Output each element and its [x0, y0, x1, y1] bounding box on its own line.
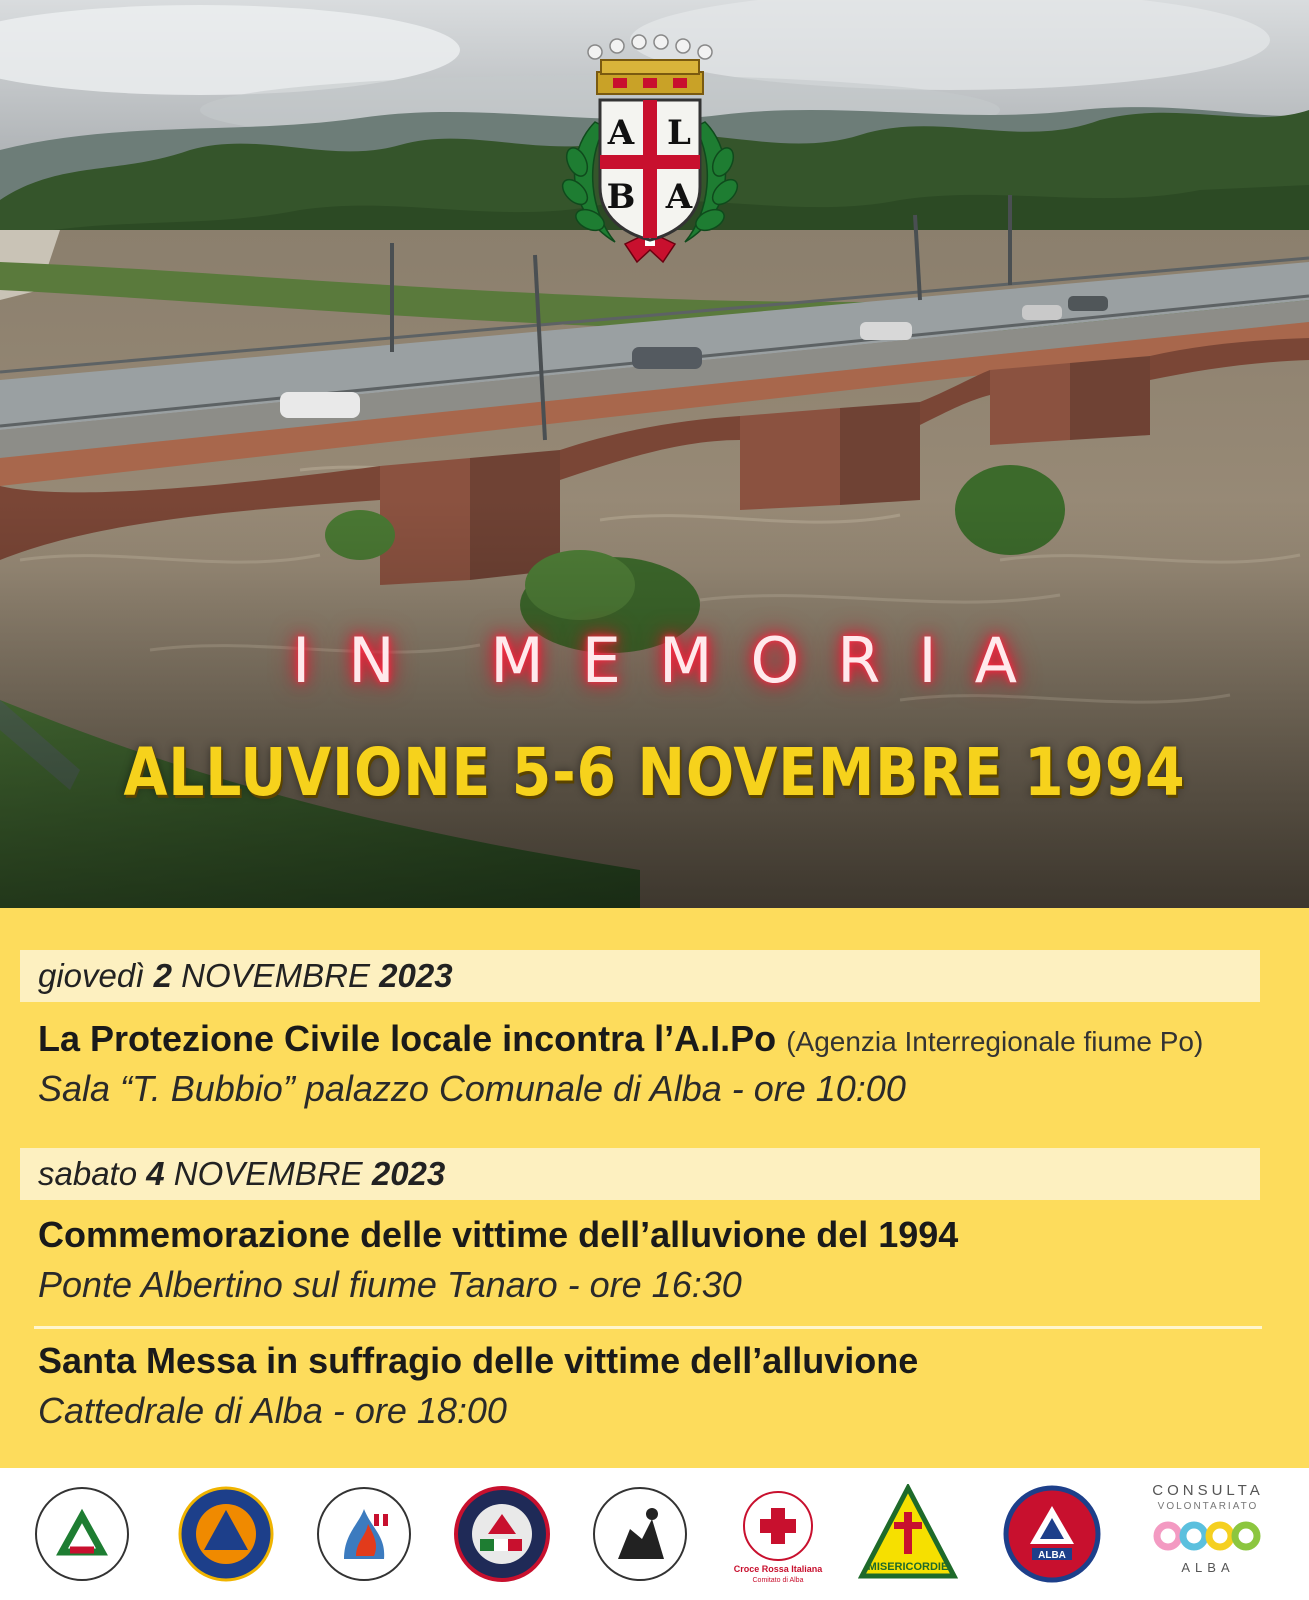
event-divider: [34, 1326, 1262, 1329]
date-day: 2: [153, 957, 172, 994]
events-panel: [0, 908, 1309, 1468]
croce-rossa-text: Croce Rossa Italiana: [733, 1564, 823, 1574]
croce-rossa-logo: [728, 1484, 828, 1584]
emblem-letter-a2: A: [665, 177, 693, 217]
date-month: NOVEMBRE: [173, 1155, 363, 1192]
date-year: 2023: [371, 1155, 446, 1192]
date-bar-1: [20, 950, 1260, 1002]
misericordie-logo: [858, 1484, 958, 1584]
consulta-text: CONSULTA: [1152, 1482, 1264, 1499]
protezione-civile-regione-piemonte-logo: [176, 1484, 276, 1584]
in-memoria-subtitle: IN MEMORIA: [291, 624, 1056, 697]
event-title-note: (Agenzia Interregionale fiume Po): [786, 1026, 1204, 1057]
corpo-volontari-aib-piemonte-logo: [314, 1484, 414, 1584]
event-place-2: Ponte Albertino sul fiume Tanaro - ore 16:30: [38, 1264, 742, 1305]
consulta-city: ALBA: [1181, 1560, 1235, 1575]
event-place-1: Sala “T. Bubbio” palazzo Comunale di Alba - ore 10:00: [38, 1068, 906, 1109]
protezione-civile-volontariato-logo: [32, 1484, 132, 1584]
date-month: NOVEMBRE: [181, 957, 370, 994]
date-weekday: sabato: [38, 1155, 138, 1192]
event-title-2: Commemorazione delle vittime dell’alluvione del 1994: [38, 1214, 959, 1255]
emblem-letter-l: L: [667, 113, 691, 153]
date-bar-2: [20, 1148, 1260, 1200]
pc-alba-text: ALBA: [1038, 1550, 1066, 1561]
date-year: 2023: [379, 957, 453, 994]
sponsor-logos-strip: [0, 1468, 1309, 1600]
protezione-civile-alba-logo: [1002, 1484, 1102, 1584]
consulta-volontariato-alba-logo: [1138, 1482, 1278, 1592]
date-weekday: giovedì: [38, 957, 145, 994]
colored-circles-icon: [1138, 1516, 1278, 1556]
event-title-text: La Protezione Civile locale incontra l’A.I.Po: [38, 1018, 777, 1059]
alba-coat-of-arms-emblem: [545, 22, 755, 277]
anc-provincia-cuneo-logo: [452, 1484, 552, 1584]
crown-icon: [588, 35, 712, 94]
event-title-1: [38, 1018, 1203, 1060]
event-title-3: Santa Messa in suffragio delle vittime dell’alluvione: [38, 1340, 919, 1381]
date-day: 4: [146, 1155, 165, 1192]
emblem-letter-a1: A: [607, 113, 635, 153]
emblem-letter-b: B: [606, 177, 636, 217]
misericordie-text: MISERICORDIE: [867, 1561, 949, 1573]
headline-title: ALLUVIONE 5-6 NOVEMBRE 1994: [123, 734, 1186, 811]
cb-club-albese-logo: [590, 1484, 690, 1584]
consulta-subtext: VOLONTARIATO: [1157, 1501, 1259, 1512]
croce-rossa-subtext: Comitato di Alba: [752, 1577, 804, 1584]
event-place-3: Cattedrale di Alba - ore 18:00: [38, 1390, 507, 1431]
